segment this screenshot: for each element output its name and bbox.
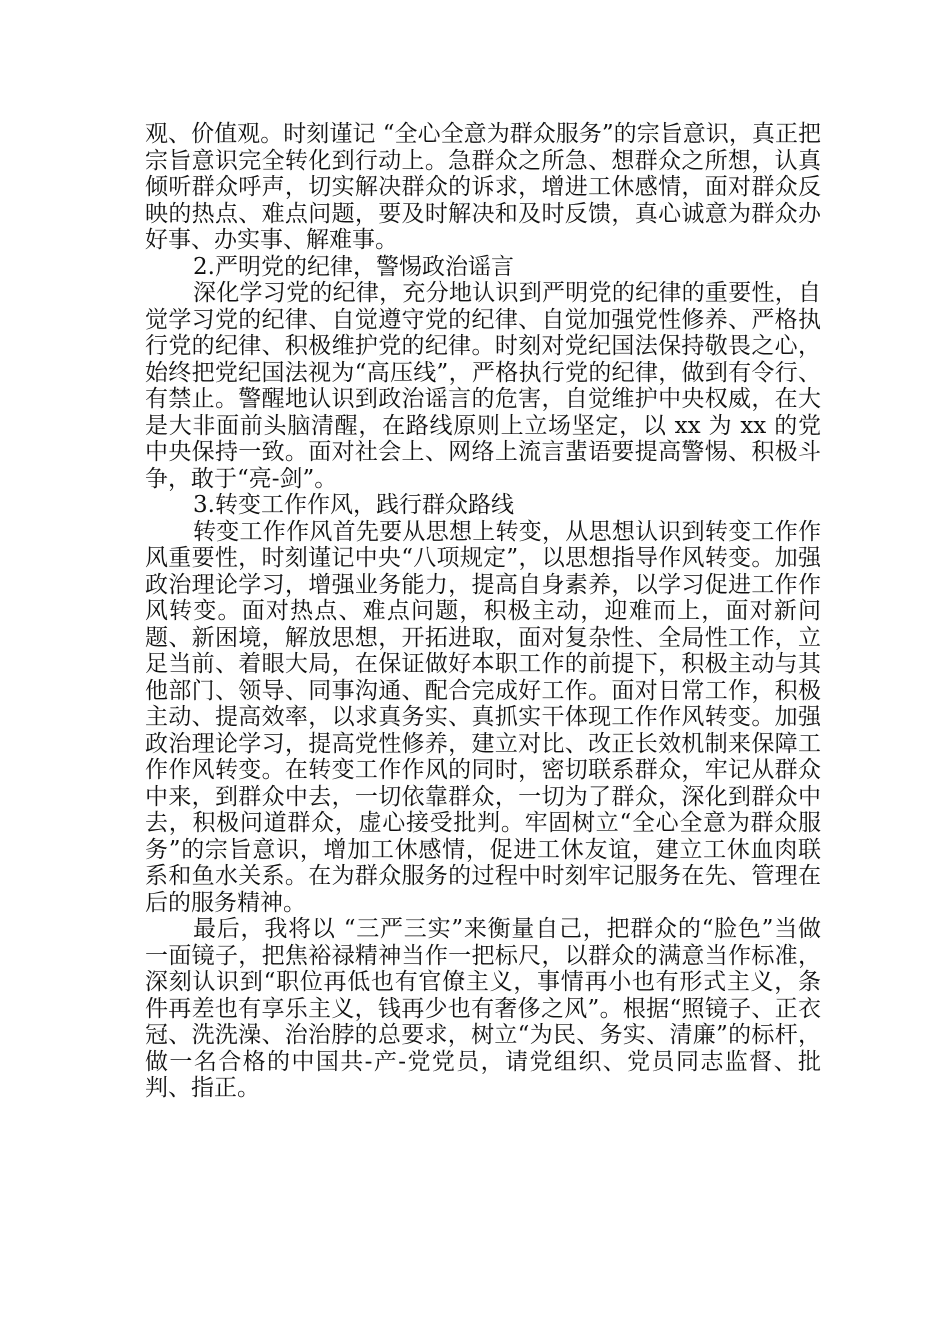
document-body	[145, 121, 821, 1102]
section-heading-work-style: 3.转变工作作风，践行群众路线	[193, 492, 514, 518]
paragraph-conclusion: 最后，我将以 “三严三实”来衡量自己，把群众的“脸色”当做一面镜子，把焦裕禄精神当作一把标尺，以群众的满意当作标准，深刻认识到“职位再低也有官僚主义，事情再小也有形式主义，条件再差也有享乐主义，钱再少也有奢侈之风”。根据“照镜子、正衣冠、洗洗澡、治治脖的总要求，树立“为民、务实、清廉”的标杆，做一名合格的中国共-产-党党员，请党组织、党员同志监督、批判、指正。	[145, 916, 821, 1101]
section-heading-discipline: 2.严明党的纪律，警惕政治谣言	[193, 253, 514, 280]
paragraph-continuation: 观、价值观。时刻谨记 “全心全意为群众服务”的宗旨意识，真正把宗旨意识完全转化到行动上。急群众之所急、想群众之所想，认真倾听群众呼声，切实解决群众的诉求，增进工休感情，面对群众反映的热点、难点问题，要及时解决和及时反馈，真心诚意为群众办好事、办实事、解难事。	[145, 121, 821, 253]
paragraph-work-style: 转变工作作风首先要从思想上转变，从思想认识到转变工作作风重要性，时刻谨记中央“八项规定”，以思想指导作风转变。加强政治理论学习，增强业务能力，提高自身素养，以学习促进工作作风转变。面对热点、难点问题，积极主动，迎难而上，面对新问题、新困境，解放思想，开拓进取，面对复杂性、全局性工作，立足当前、着眼大局，在保证做好本职工作的前提下，积极主动与其他部门、领导、同事沟通、配合完成好工作。面对日常工作，积极主动、提高效率，以求真务实、真抓实干体现工作作风转变。加强政治理论学习，提高党性修养，建立对比、改正长效机制来保障工作作风转变。在转变工作作风的同时，密切联系群众，牢记从群众中来，到群众中去，一切依靠群众，一切为了群众，深化到群众中去，积极问道群众，虚心接受批判。牢固树立“全心全意为群众服务”的宗旨意识，增加工休感情，促进工休友谊，建立工休血肉联系和鱼水关系。在为群众服务的过程中时刻牢记服务在先、管理在后的服务精神。	[145, 518, 821, 916]
paragraph-discipline: 深化学习党的纪律，充分地认识到严明党的纪律的重要性，自觉学习党的纪律、自觉遵守党的纪律、自觉加强党性修养、严格执行党的纪律、积极维护党的纪律。时刻对党纪国法保持敬畏之心，始终把党纪国法视为“高压线”，严格执行党的纪律，做到有令行、有禁止。警醒地认识到政治谣言的危害，自觉维护中央权威，在大是大非面前头脑清醒，在路线原则上立场坚定，以 xx 为 xx 的党中央保持一致。面对社会上、网络上流言蜚语要提高警惕、积极斗争，敢于“亮-剑”。	[145, 280, 821, 492]
